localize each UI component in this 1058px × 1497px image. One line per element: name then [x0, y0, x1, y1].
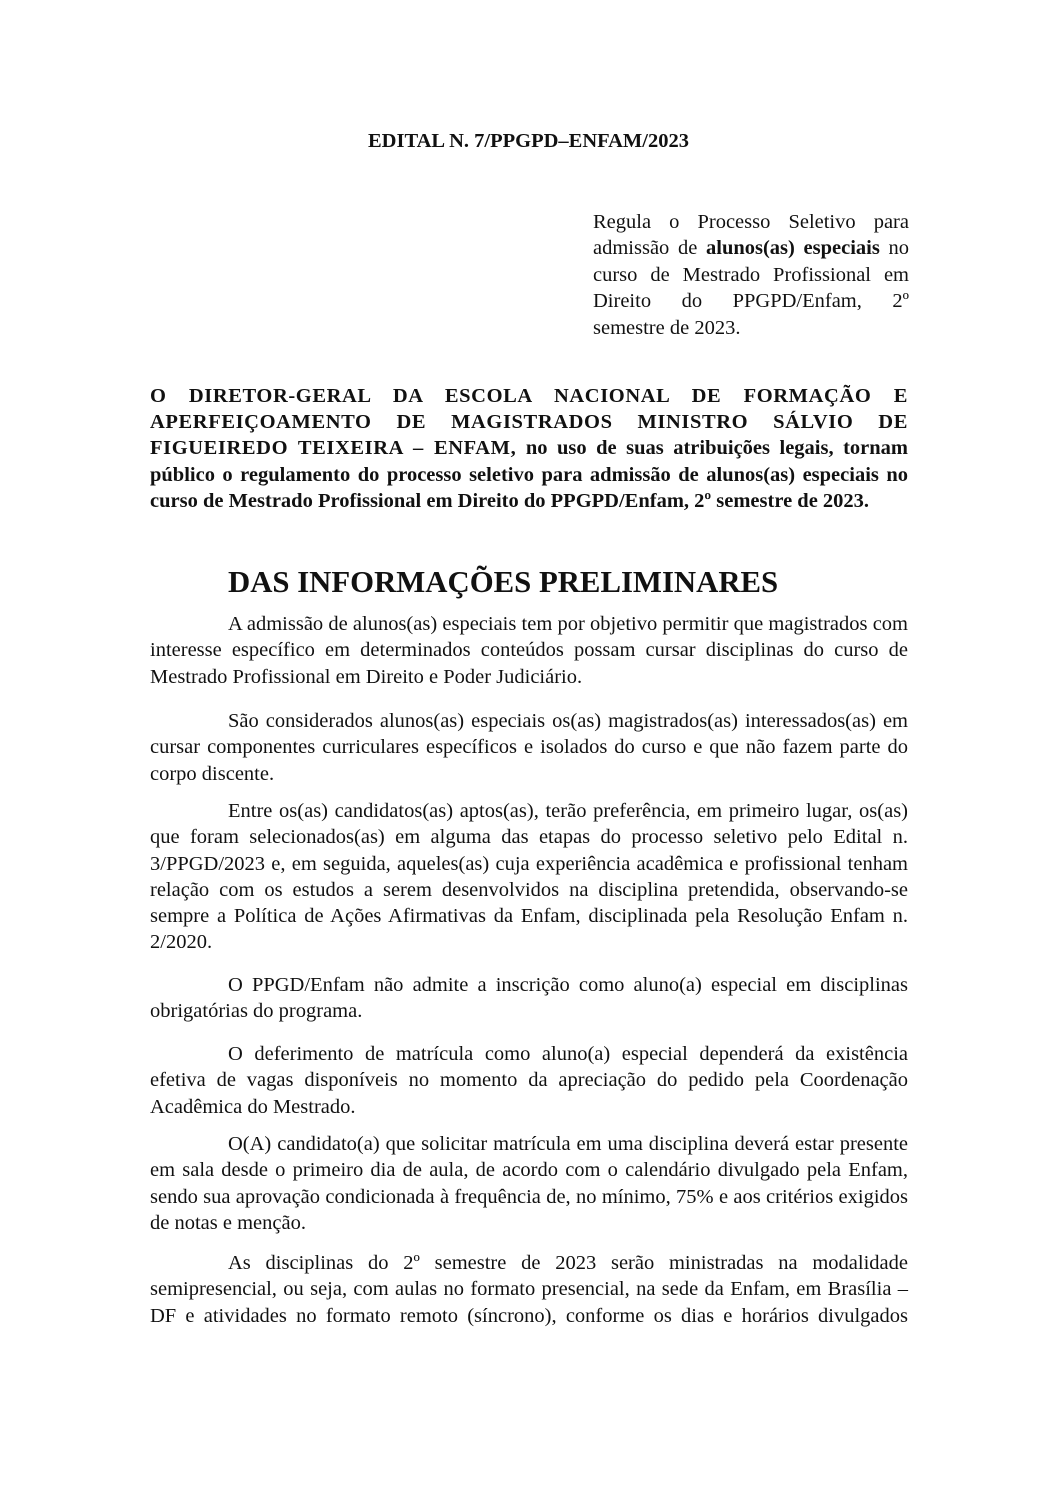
preamble-authority: O DIRETOR-GERAL DA ESCOLA NACIONAL DE FORMAÇÃO E APERFEIÇOAMENTO DE MAGISTRADOS MINISTRO SÁLVIO DE FIGUEIREDO TEIXEIRA – ENFAM, [150, 385, 908, 460]
preamble [150, 383, 908, 514]
paragraph-5: O deferimento de matrícula como aluno(a) especial dependerá da existência efetiva de vagas disponíveis no momento da apreciação do pedido pela Coordenação Acadêmica do Mestrado. [150, 1043, 908, 1118]
paragraph-6: O(A) candidato(a) que solicitar matrícula em uma disciplina deverá estar presente em sala desde o primeiro dia de aula, de acordo com o calendário divulgado pela Enfam, sendo sua aprovação condicionada à frequência de, no mínimo, 75% e aos critérios exigidos de notas e menção. [150, 1133, 908, 1234]
ementa-text-end: no curso de Mestrado Profissional em Direito do PPGPD/Enfam, 2º semestre de 2023. [593, 237, 909, 339]
paragraph-2: São considerados alunos(as) especiais os(as) magistrados(as) interessados(as) em cursar componentes curriculares específicos e isolados do curso e que não fazem parte do corpo discente. [150, 710, 908, 785]
document-title: EDITAL N. 7/PPGPD–ENFAM/2023 [368, 130, 689, 152]
ementa-text-start: Regula o Processo Seletivo para admissão de [593, 211, 909, 260]
paragraph-3: Entre os(as) candidatos(as) aptos(as), terão preferência, em primeiro lugar, os(as) que foram selecionados(as) em alguma das etapas do processo seletivo pelo Edital n. 3/PPGD/2023 e, em seguida, aqueles(as) cuja experiência acadêmica e profissional tenham relação com os estudos a serem desenvolvidos na disciplina pretendida, observando-se sempre a Política de Ações Afirmativas da Enfam, disciplinada pela Resolução Enfam n. 2/2020. [150, 800, 908, 954]
ementa-bold-text: alunos(as) especiais [706, 237, 880, 260]
paragraph-7: As disciplinas do 2º semestre de 2023 serão ministradas na modalidade semipresencial, ou seja, com aulas no formato presencial, na sede da Enfam, em Brasília – DF e atividades no formato remoto (síncrono), conforme os dias e horários divulgados [150, 1252, 908, 1327]
preamble-body: no uso de suas atribuições legais, tornam público o regulamento do processo seletivo para admissão de alunos(as) especiais no curso de Mestrado Profissional em Direito do PPGPD/Enfam, 2º semestre de 2023. [150, 437, 908, 512]
paragraph-1: A admissão de alunos(as) especiais tem por objetivo permitir que magistrados com interesse específico em determinados conteúdos possam cursar disciplinas do curso de Mestrado Profissional em Direito e Poder Judiciário. [150, 613, 908, 688]
paragraph-4: O PPGD/Enfam não admite a inscrição como aluno(a) especial em disciplinas obrigatórias do programa. [150, 974, 908, 1023]
section-heading: DAS INFORMAÇÕES PRELIMINARES [228, 565, 779, 599]
ementa [593, 209, 909, 341]
